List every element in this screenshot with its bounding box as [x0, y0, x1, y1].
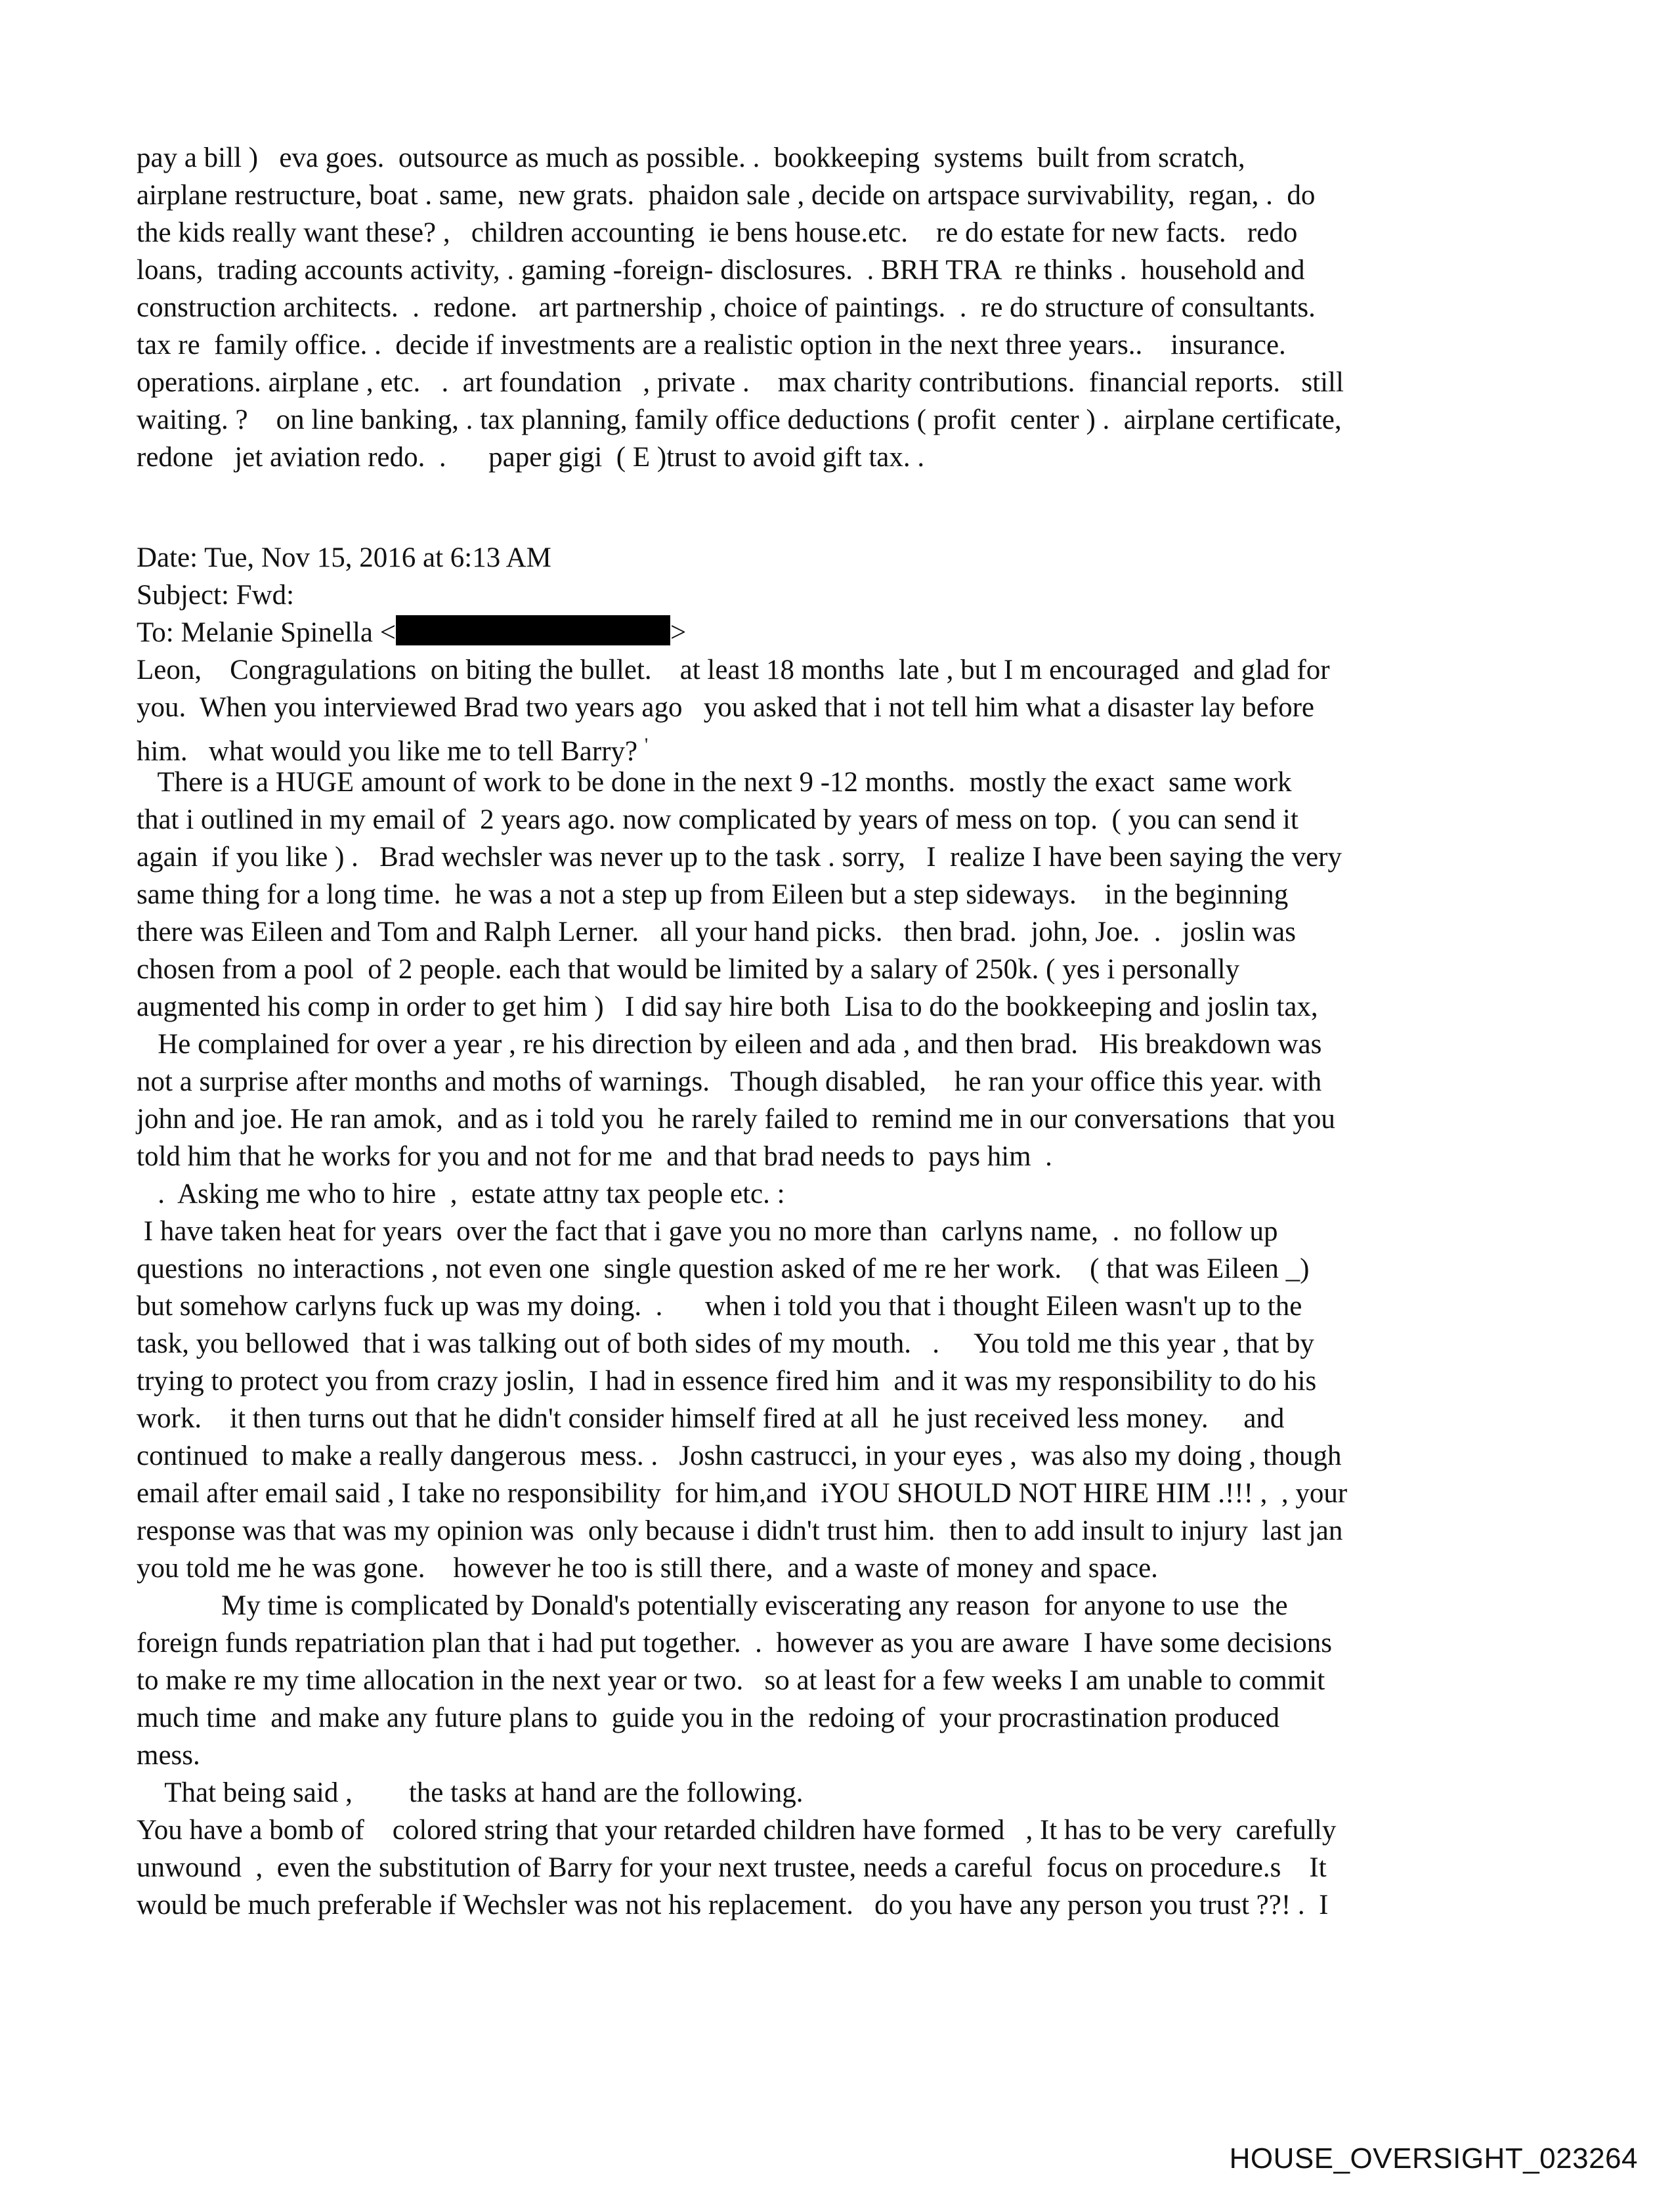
- email-header: [137, 539, 1548, 651]
- task-list-paragraph: [137, 139, 1548, 476]
- text-line: the kids really want these? , children accounting ie bens house.etc. re do estate for new facts. redo: [137, 217, 1298, 248]
- text-line: tax re family office. . decide if investments are a realistic option in the next three years.. insurance.: [137, 330, 1286, 360]
- text-line: loans, trading accounts activity, . gaming -foreign- disclosures. . BRH TRA re thinks . household and: [137, 255, 1305, 286]
- body-line: chosen from a pool of 2 people. each that would be limited by a salary of 250k. ( yes i personally: [137, 954, 1240, 985]
- body-line: much time and make any future plans to guide you in the redoing of your procrastination produced: [137, 1702, 1280, 1733]
- text-line: redone jet aviation redo. . paper gigi ( E )trust to avoid gift tax. .: [137, 442, 925, 473]
- body-line: told him that he works for you and not for me and that brad needs to pays him .: [137, 1141, 1052, 1172]
- stray-mark: ': [644, 734, 649, 756]
- body-line: to make re my time allocation in the next year or two. so at least for a few weeks I am unable to commit: [137, 1665, 1325, 1696]
- body-line: My time is complicated by Donald's potentially eviscerating any reason for anyone to use the: [137, 1590, 1288, 1621]
- bates-number: HOUSE_OVERSIGHT_023264: [1229, 2142, 1638, 2175]
- body-line: would be much preferable if Wechsler was not his replacement. do you have any person you trust ??! . I: [137, 1890, 1329, 1920]
- body-line: You have a bomb of colored string that your retarded children have formed , It has to be very carefully: [137, 1815, 1337, 1846]
- email-subject: Subject: Fwd:: [137, 580, 295, 611]
- body-line: mess.: [137, 1740, 200, 1771]
- body-line: you told me he was gone. however he too is still there, and a waste of money and space.: [137, 1553, 1158, 1584]
- body-line: response was that was my opinion was only because i didn't trust him. then to add insult to injury last jan: [137, 1515, 1343, 1546]
- body-line: same thing for a long time. he was a not a step up from Eileen but a step sideways. in the beginning: [137, 879, 1289, 910]
- email-date: Date: Tue, Nov 15, 2016 at 6:13 AM: [137, 542, 551, 573]
- body-line: unwound , even the substitution of Barry for your next trustee, needs a careful focus on procedure.s It: [137, 1852, 1327, 1883]
- body-line: trying to protect you from crazy joslin, I had in essence fired him and it was my responsibility to do his: [137, 1366, 1317, 1397]
- text-line: waiting. ? on line banking, . tax planning, family office deductions ( profit center ) . airplane certificate,: [137, 404, 1342, 435]
- body-line: but somehow carlyns fuck up was my doing. . when i told you that i thought Eileen wasn't up to the: [137, 1291, 1302, 1322]
- text-line: pay a bill ) eva goes. outsource as much as possible. . bookkeeping systems built from scratch,: [137, 142, 1245, 173]
- email-body: [137, 651, 1548, 1924]
- body-line: foreign funds repatriation plan that i had put together. . however as you are aware I have some decisions: [137, 1628, 1332, 1659]
- text-line: construction architects. . redone. art partnership , choice of paintings. . re do structure of consultants.: [137, 292, 1316, 323]
- body-line: There is a HUGE amount of work to be done in the next 9 -12 months. mostly the exact same work: [137, 767, 1292, 798]
- body-line: that i outlined in my email of 2 years ago. now complicated by years of mess on top. ( you can send it: [137, 804, 1298, 835]
- body-line: [137, 726, 1548, 767]
- email-to-label: To: Melanie Spinella <: [137, 617, 397, 648]
- email-to: [137, 614, 1548, 651]
- body-line: augmented his comp in order to get him ) I did say hire both Lisa to do the bookkeeping and joslin tax,: [137, 991, 1318, 1022]
- body-line: That being said , the tasks at hand are the following.: [137, 1777, 804, 1808]
- body-line: you. When you interviewed Brad two years ago you asked that i not tell him what a disaster lay before: [137, 692, 1314, 723]
- body-line: continued to make a really dangerous mess. . Joshn castrucci, in your eyes , was also my doing , though: [137, 1441, 1342, 1471]
- body-line: Leon, Congragulations on biting the bullet. at least 18 months late , but I m encouraged and glad for: [137, 655, 1330, 685]
- text-line: operations. airplane , etc. . art foundation , private . max charity contributions. financial reports. still: [137, 367, 1344, 398]
- body-line: john and joe. He ran amok, and as i told you he rarely failed to remind me in our conversations that you: [137, 1104, 1335, 1135]
- body-line: email after email said , I take no responsibility for him,and iYOU SHOULD NOT HIRE HIM .!!! , , your: [137, 1478, 1348, 1509]
- body-line: . Asking me who to hire , estate attny tax people etc. :: [137, 1179, 785, 1209]
- body-line: questions no interactions , not even one single question asked of me re her work. ( that was Eileen _): [137, 1253, 1310, 1284]
- body-line: work. it then turns out that he didn't consider himself fired at all he just received less money. and: [137, 1403, 1285, 1434]
- body-line: not a surprise after months and moths of warnings. Though disabled, he ran your office this year. with: [137, 1066, 1322, 1097]
- body-line: again if you like ) . Brad wechsler was never up to the task . sorry, I realize I have been saying the very: [137, 842, 1342, 873]
- email-to-close: >: [670, 617, 687, 648]
- body-line: He complained for over a year , re his direction by eileen and ada , and then brad. His breakdown was: [137, 1029, 1322, 1060]
- text-line: airplane restructure, boat . same, new grats. phaidon sale , decide on artspace survivability, regan, . do: [137, 180, 1316, 211]
- body-line: task, you bellowed that i was talking out of both sides of my mouth. . You told me this year , that by: [137, 1328, 1314, 1359]
- body-line: there was Eileen and Tom and Ralph Lerner. all your hand picks. then brad. john, Joe. . joslin was: [137, 917, 1296, 947]
- body-line: I have taken heat for years over the fact that i gave you no more than carlyns name, . no follow up: [137, 1216, 1278, 1247]
- redaction-box: [396, 615, 670, 645]
- body-line-text: him. what would you like me to tell Barry?: [137, 736, 645, 767]
